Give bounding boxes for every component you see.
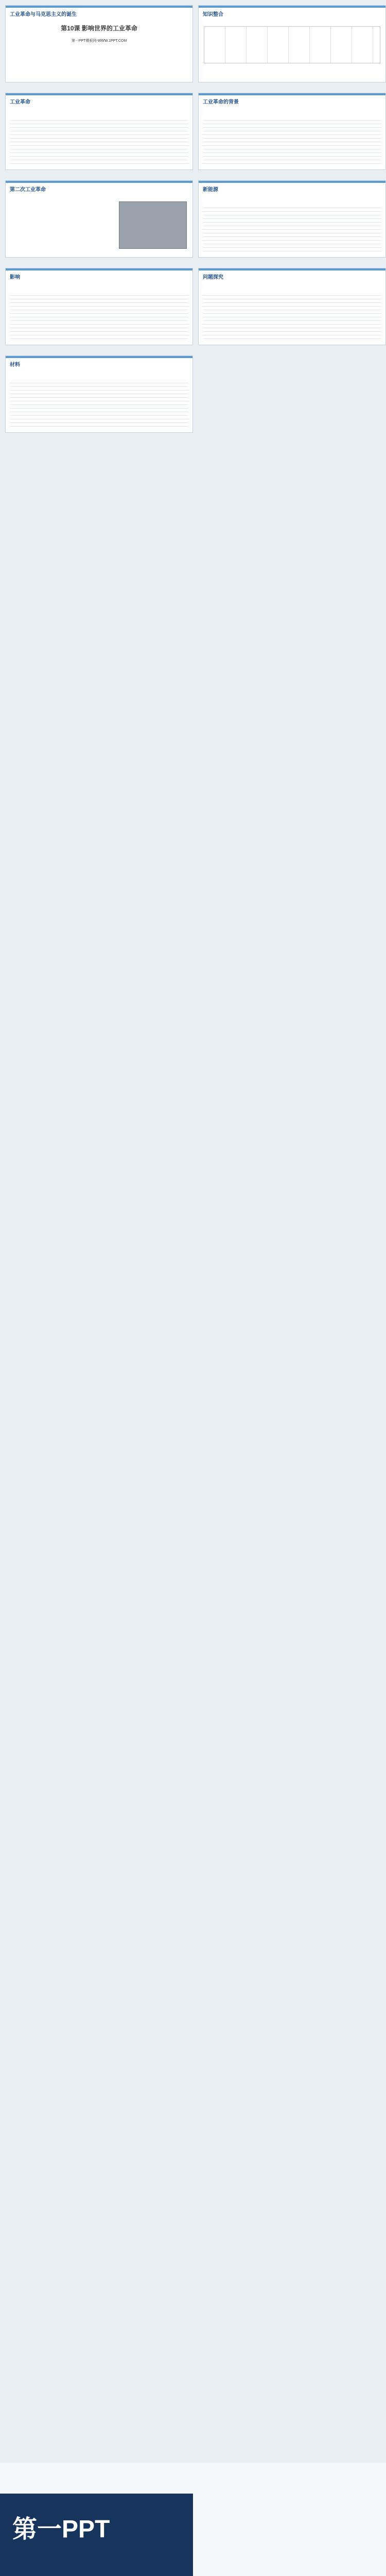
text-lines xyxy=(203,292,381,341)
text-lines xyxy=(10,292,188,341)
text-lines xyxy=(10,380,188,428)
text-lines xyxy=(203,205,381,253)
lesson-title: 第10课 影响世界的工业革命 xyxy=(61,25,137,32)
slide-title: 第二次工业革命 xyxy=(10,187,46,193)
slide-bar xyxy=(6,6,192,8)
slide-9 xyxy=(5,355,193,433)
slide-1 xyxy=(5,5,193,82)
slide-3 xyxy=(5,93,193,170)
slide-bar xyxy=(199,93,385,95)
slide-6 xyxy=(198,180,386,258)
slide-2 xyxy=(198,5,386,82)
site-url: 第一PPT模板网-WWW.1PPT.COM xyxy=(71,39,127,43)
slide-image xyxy=(119,201,187,249)
text-lines xyxy=(10,117,188,165)
slide-4 xyxy=(198,93,386,170)
slide-7 xyxy=(5,268,193,345)
slide-title: 新能源 xyxy=(203,187,218,193)
page-subject: 工业革命与马克思主义的诞生 xyxy=(10,12,77,18)
slide-bar xyxy=(6,93,192,95)
slide-8 xyxy=(198,268,386,345)
slide-title: 知识整合 xyxy=(203,12,223,18)
slide-title: 影响 xyxy=(10,275,20,280)
slide-bar xyxy=(199,268,385,270)
slide-bar xyxy=(199,6,385,8)
slide-title: 工业革命 xyxy=(10,99,30,105)
brand-logo: 第一PPT xyxy=(12,2516,110,2543)
slide-title: 工业革命的背景 xyxy=(203,99,239,105)
text-lines xyxy=(203,117,381,165)
slide-bar xyxy=(6,356,192,358)
slide-bar xyxy=(6,268,192,270)
footer xyxy=(0,2463,386,2576)
slide-table xyxy=(204,26,380,63)
brand-block xyxy=(0,2494,193,2576)
slide-title: 材料 xyxy=(10,362,20,368)
slide-bar xyxy=(199,181,385,183)
slide-bar xyxy=(6,181,192,183)
slide-5 xyxy=(5,180,193,258)
slide-title: 问题探究 xyxy=(203,275,223,280)
